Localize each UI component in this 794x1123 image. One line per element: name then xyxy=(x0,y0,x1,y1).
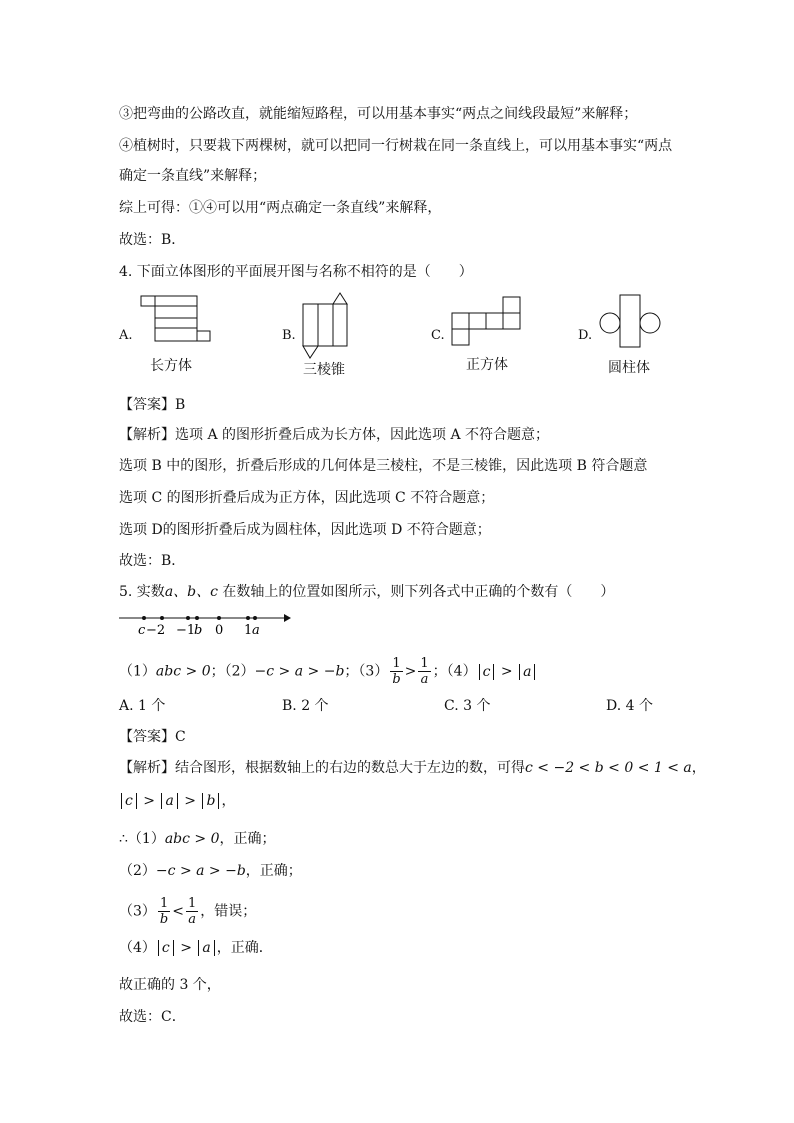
abs-b: b xyxy=(202,793,219,809)
s3-label: ；（3） xyxy=(344,663,389,680)
q4-choose: 故选：B． xyxy=(119,553,186,569)
r3-frac1 xyxy=(158,896,170,927)
r2-expr: −c > a > −b xyxy=(155,863,246,879)
r3-num2: 1 xyxy=(187,896,197,911)
s1-label: （1） xyxy=(119,663,156,680)
q5-statements: （1）abc > 0；（2）−c > a > −b；（3） $\frac{1}{b}$ > $\frac{1}{a}$ ；（4） c > a xyxy=(119,656,537,687)
q3-choose: 故选：B． xyxy=(119,232,186,248)
q3-item4-line2: 确定一条直线”来解释； xyxy=(119,168,267,184)
q5-analysis-1 xyxy=(119,758,706,778)
nl-label-c: c xyxy=(138,623,146,638)
s3-num2: 1 xyxy=(420,656,429,671)
q5-stem-vars: a、b、c xyxy=(164,584,218,600)
q4-analysis-1: 【解析】选项 A 的图形折叠后成为长方体，因此选项 A 不符合题意； xyxy=(119,427,550,443)
r3-num1: 1 xyxy=(159,896,169,911)
s3-num1: 1 xyxy=(392,656,401,671)
triangular-net-figure xyxy=(298,291,353,359)
r3-tail: ，错误； xyxy=(200,903,257,920)
q4-analysis-2: 选项 B 中的图形，折叠后形成的几何体是三棱柱，不是三棱锥，因此选项 B 符合题意 xyxy=(119,458,648,474)
q5-result-4: （4） c > a ，正确． xyxy=(119,940,273,956)
cube-net-figure xyxy=(450,296,525,348)
nl-label-0: 0 xyxy=(215,623,224,638)
s4-abs-a: a xyxy=(519,664,535,680)
q4-answer: 【答案】B xyxy=(119,397,186,413)
nl-label-a: a xyxy=(252,623,260,638)
q4-stem: 4. 下面立体图形的平面展开图与名称不相符的是（ ） xyxy=(119,264,473,280)
q5-choice-c: C. 3 个 xyxy=(444,698,491,714)
r3-den2: a xyxy=(188,912,196,927)
nl-label-neg2: −2 xyxy=(146,623,166,638)
q5-choice-a: A. 1 个 xyxy=(119,698,166,714)
q5-result-3 xyxy=(119,896,256,927)
s3-den1: b xyxy=(392,672,401,687)
nl-label-b: b xyxy=(194,623,203,638)
r2-tail: ，正确； xyxy=(245,863,302,879)
analysis-comma: ， xyxy=(691,760,706,776)
r1-tail: ，正确； xyxy=(219,831,276,847)
nl-label-neg1: −1 xyxy=(176,623,196,638)
q5-choice-b: B. 2 个 xyxy=(282,698,329,714)
q5-result-2 xyxy=(119,861,302,881)
q5-stem xyxy=(119,582,614,602)
option-b-caption: 三棱锥 xyxy=(303,362,345,378)
s3-op: > xyxy=(404,663,417,680)
cuboid-net-figure xyxy=(140,295,215,345)
r4-abs-c: c xyxy=(158,940,174,956)
r3-label: （3） xyxy=(119,903,156,920)
analysis-ineq: c < −2 < b < 0 < 1 < a xyxy=(525,760,692,776)
option-a-caption: 长方体 xyxy=(150,358,192,374)
cylinder-net-figure xyxy=(598,294,664,350)
q5-stem-post: 在数轴上的位置如图所示，则下列各式中正确的个数有（ ） xyxy=(217,584,615,600)
option-b-label: B. xyxy=(282,328,296,343)
q5-count: 故正确的 3 个， xyxy=(119,977,221,993)
q4-analysis-4: 选项 D的图形折叠后成为圆柱体，因此选项 D 不符合题意； xyxy=(119,522,491,538)
r3-den1: b xyxy=(159,912,169,927)
s3-frac1 xyxy=(390,656,402,687)
abs-a: a xyxy=(161,793,177,809)
s4-label: ；（4） xyxy=(432,663,477,680)
s2-label: ；（2） xyxy=(210,663,255,680)
q5-result-1 xyxy=(119,829,276,849)
q5-analysis-abs-chain: c > a > b ， xyxy=(119,791,235,811)
r4-label: （4） xyxy=(119,940,156,956)
r1-expr: abc > 0 xyxy=(164,831,220,847)
q3-summary: 综上可得：①④可以用“两点确定一条直线”来解释， xyxy=(119,200,442,216)
number-line xyxy=(119,608,294,638)
r3-op: < xyxy=(172,903,184,920)
r1-label: ∴（1） xyxy=(119,831,165,847)
analysis-pre: 【解析】结合图形，根据数轴上的右边的数总大于左边的数，可得 xyxy=(119,760,525,776)
option-c-label: C. xyxy=(431,328,445,343)
s3-frac2 xyxy=(418,656,430,687)
abs-chain-tail: ， xyxy=(221,793,236,809)
option-a-label: A. xyxy=(119,328,133,343)
q5-stem-pre: 5. 实数 xyxy=(119,584,165,600)
option-d-label: D. xyxy=(578,328,593,343)
s4-abs-c: c xyxy=(479,664,495,680)
r3-frac2 xyxy=(186,896,198,927)
q3-item4-line1: ④植树时，只要栽下两棵树，就可以把同一行树栽在同一条直线上，可以用基本事实“两点 xyxy=(119,138,673,154)
r2-label: （2） xyxy=(119,863,156,879)
q3-item3: ③把弯曲的公路改直，就能缩短路程，可以用基本事实“两点之间线段最短”来解释； xyxy=(119,106,638,122)
q5-choice-d: D. 4 个 xyxy=(606,698,653,714)
abs-c: c xyxy=(121,793,137,809)
option-d-caption: 圆柱体 xyxy=(608,360,650,376)
s3-den2: a xyxy=(420,672,429,687)
s2-expr: −c > a > −b xyxy=(254,663,345,680)
s1-expr: abc > 0 xyxy=(155,663,211,680)
nl-label-1: 1 xyxy=(244,623,253,638)
option-c-caption: 正方体 xyxy=(466,357,508,373)
r4-tail: ，正确． xyxy=(216,940,273,956)
r4-abs-a: a xyxy=(198,940,214,956)
q4-analysis-3: 选项 C 的图形折叠后成为正方体，因此选项 C 不符合题意； xyxy=(119,490,495,506)
q5-choose: 故选：C． xyxy=(119,1009,186,1025)
q5-answer: 【答案】C xyxy=(119,729,186,745)
